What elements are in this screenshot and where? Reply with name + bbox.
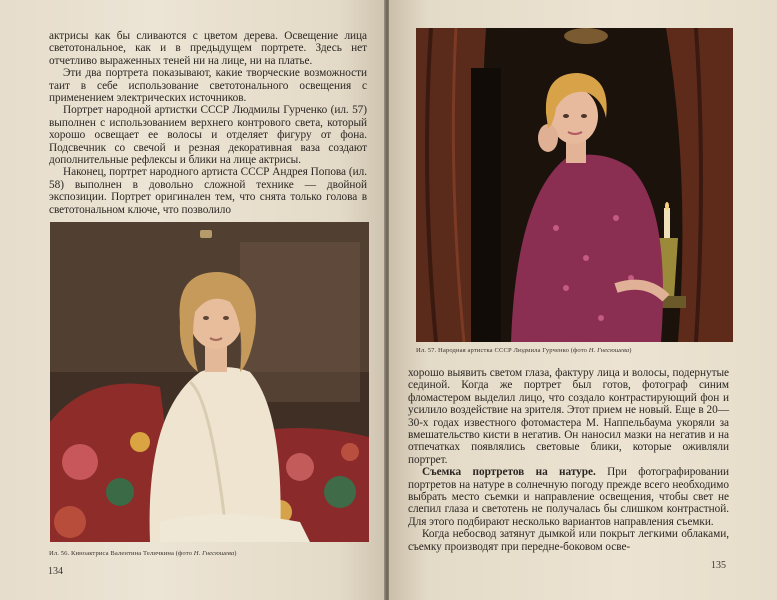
- right-paragraph-1: хорошо выявить светом глаза, фактуру лица и волосы, подернутые сединой. Когда же портрет был готов, фотограф синим фломастером выделил лицо, что создало контрастирующий фон и усилило воздействие на зрителя. Этот прием не новый. Еще в 20—30-х годах известного фотомастера М. Наппельбаума укоряли за вмешательство кисти в негатив. Он наносил мазки на негатив и на отпечатках появлялись световые блики, которые оживляли портрет.: [408, 367, 729, 466]
- caption-57-close: ): [629, 347, 632, 354]
- left-paragraph-4: Наконец, портрет народного артиста СССР Андрея Попова (ил. 58) выполнен в довольно сложной технике — двойной экспозиции. Портрет оригинален тем, что снята только голова в светотональном ключе, что позволило: [49, 166, 367, 216]
- right-page: [389, 0, 777, 600]
- right-paragraph-3: Когда небосвод затянут дымкой или покрыт легкими облаками, съемку производят при передне-боковом осве-: [408, 528, 729, 553]
- portrait-actress-curtain-image: [416, 28, 733, 342]
- caption-56-close: ): [234, 550, 237, 557]
- caption-illustration-57: [416, 347, 632, 355]
- caption-illustration-56: [49, 550, 237, 558]
- section-heading-outdoor-portraits: Съемка портретов на натуре.: [422, 466, 596, 479]
- photo-illustration-56: [50, 222, 369, 542]
- page-number-right: 135: [711, 560, 726, 571]
- caption-57-author: Н. Гнесюшева: [588, 347, 630, 354]
- right-paragraph-2: [408, 466, 729, 528]
- right-paragraph-2-body: При фотографировании портретов на натуре в солнечную погоду прежде всего необходимо выбрать место съемки и направление освещения, чтобы свет не слепил глаза и светотень не получалась бы слишком контрастной. Для этого подбирают несколько вариантов направления съемки.: [408, 466, 729, 528]
- caption-56-text: Ил. 56. Киноактриса Валентина Теличкина (фото: [49, 550, 192, 557]
- photo-illustration-57: [416, 28, 733, 342]
- left-paragraph-2: Эти два портрета показывают, какие творческие возможности таит в себе использование светотонального освещения с применением электрических источников.: [49, 67, 367, 105]
- left-body-text: [49, 30, 367, 216]
- caption-57-text: Ил. 57. Народная артистка СССР Людмила Гурченко (фото: [416, 347, 587, 354]
- left-page: [0, 0, 385, 600]
- right-body-text: [408, 367, 729, 553]
- caption-56-author: Н. Гнесюшева: [193, 550, 235, 557]
- left-paragraph-1: актрисы как бы сливаются с цветом дерева. Освещение лица светотональное, как и в предыдущем портрете. Здесь нет отчетливо выраженных теней ни на лице, ни на платье.: [49, 30, 367, 67]
- portrait-actress-sofa-image: [50, 222, 369, 542]
- left-paragraph-3: Портрет народной артистки СССР Людмилы Гурченко (ил. 57) выполнен с использованием верхнего контрового света, который хорошо освещает ее волосы и отделяет фигуру от фона. Подсвечник со свечой и резная декоративная ваза создают дополнительные рефлексы и блики на лице актрисы.: [49, 104, 367, 167]
- page-number-left: 134: [48, 566, 63, 577]
